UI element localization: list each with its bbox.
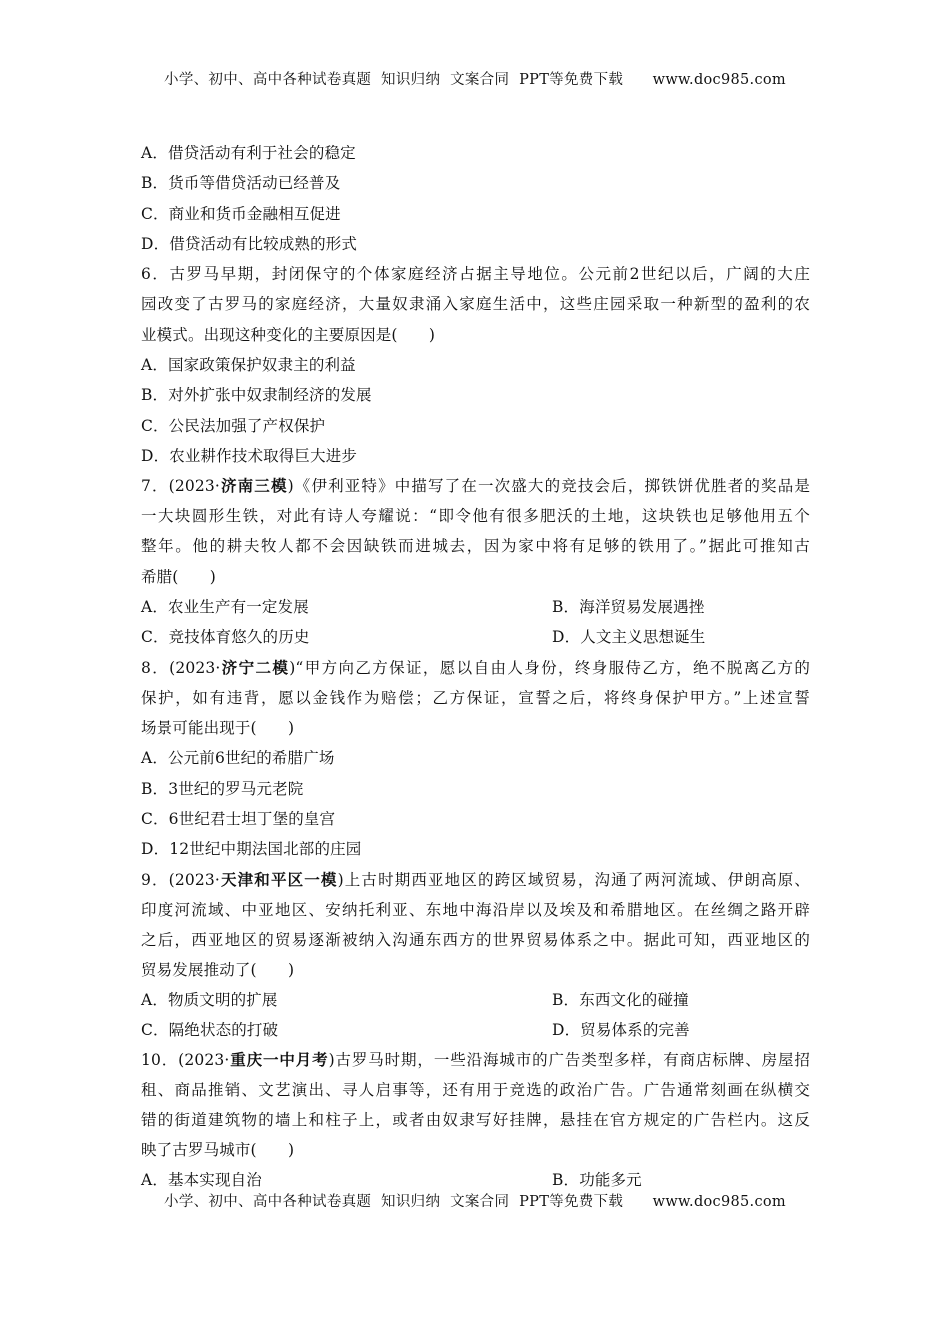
- q8-option-c: C．6世纪君士坦丁堡的皇宫: [141, 810, 336, 828]
- q7-source: 济南三模: [220, 476, 288, 495]
- q9-option-b: B．东西文化的碰撞: [552, 991, 689, 1009]
- q6-option-c: C．公民法加强了产权保护: [141, 417, 326, 435]
- q9-stem-line-3: 之后，西亚地区的贸易逐渐被纳入沟通东西方的世界贸易体系之中。据此可知，西亚地区的: [141, 931, 810, 949]
- q6-option-b: B．对外扩张中奴隶制经济的发展: [141, 386, 372, 404]
- q8-number: 8．(2023·: [141, 659, 221, 677]
- q10-stem-text: )古罗马时期，一些沿海城市的广告类型多样，有商店标牌、房屋招: [328, 1051, 811, 1069]
- q7-options-row-1: [141, 597, 705, 617]
- q7-option-a: A．农业生产有一定发展: [141, 598, 309, 616]
- q7-option-b: B．海洋贸易发展遇挫: [552, 598, 705, 616]
- q10-option-a: A．基本实现自治: [141, 1171, 262, 1189]
- q7-options-row-2: [141, 627, 706, 647]
- q8-stem-text: )“甲方向乙方保证，愿以自由人身份，终身服侍乙方，绝不脱离乙方的: [289, 659, 811, 677]
- q5-option-a: A．借贷活动有利于社会的稳定: [141, 144, 356, 162]
- q9-options-row-1: [141, 990, 689, 1010]
- q6-stem-line-3: 业模式。出现这种变化的主要原因是( ): [141, 326, 436, 344]
- q8-stem-line-2: 保护，如有违背，愿以金钱作为赔偿；乙方保证，宣誓之后，将终身保护甲方。”上述宣誓: [141, 689, 810, 707]
- q8-option-d: D．12世纪中期法国北部的庄园: [141, 840, 362, 858]
- q7-stem-line-1: [141, 476, 810, 496]
- q9-stem-line-4: 贸易发展推动了( ): [141, 961, 295, 979]
- q8-option-a: A．公元前6世纪的希腊广场: [141, 749, 335, 767]
- q6-option-a: A．国家政策保护奴隶主的利益: [141, 356, 356, 374]
- q6-stem-line-1: 6．古罗马早期，封闭保守的个体家庭经济占据主导地位。公元前2世纪以后，广阔的大庄: [141, 265, 810, 283]
- q9-option-d: D．贸易体系的完善: [552, 1021, 690, 1039]
- q8-stem-line-1: [141, 658, 810, 678]
- q10-stem-line-1: [141, 1050, 810, 1070]
- q7-stem-text: )《伊利亚特》中描写了在一次盛大的竞技会后，掷铁饼优胜者的奖品是: [287, 477, 810, 495]
- q10-option-b: B．功能多元: [552, 1171, 642, 1189]
- q10-number: 10．(2023·: [141, 1051, 230, 1069]
- q10-stem-line-3: 错的街道建筑物的墙上和柱子上，或者由奴隶写好挂牌，悬挂在官方规定的广告栏内。这反: [141, 1111, 810, 1129]
- q5-option-d: D．借贷活动有比较成熟的形式: [141, 235, 358, 253]
- q7-stem-line-2: 一大块圆形生铁，对此有诗人夸耀说：“即令他有很多肥沃的土地，这块铁也足够他用五个: [141, 507, 810, 525]
- q8-source: 济宁二模: [220, 658, 290, 677]
- q10-source: 重庆一中月考: [229, 1050, 329, 1069]
- q7-stem-line-3: 整年。他的耕夫牧人都不会因缺铁而进城去，因为家中将有足够的铁用了。”据此可推知古: [141, 537, 810, 555]
- q9-option-c: C．隔绝状态的打破: [141, 1021, 279, 1039]
- q9-stem-text: )上古时期西亚地区的跨区域贸易，沟通了两河流域、伊朗高原、: [337, 871, 810, 889]
- q9-option-a: A．物质文明的扩展: [141, 991, 278, 1009]
- q5-option-c: C．商业和货币金融相互促进: [141, 205, 341, 223]
- q6-option-d: D．农业耕作技术取得巨大进步: [141, 447, 358, 465]
- q10-stem-line-4: 映了古罗马城市( ): [141, 1141, 295, 1159]
- page-footer: 小学、初中、高中各种试卷真题 知识归纳 文案合同 PPT等免费下载 www.doc985.com: [164, 1194, 786, 1210]
- q8-stem-line-3: 场景可能出现于( ): [141, 719, 295, 737]
- q7-option-c: C．竞技体育悠久的历史: [141, 628, 310, 646]
- q7-option-d: D．人文主义思想诞生: [552, 628, 706, 646]
- q9-stem-line-2: 印度河流域、中亚地区、安纳托利亚、东地中海沿岸以及埃及和希腊地区。在丝绸之路开辟: [141, 901, 810, 919]
- q10-stem-line-2: 租、商品推销、文艺演出、寻人启事等，还有用于竞选的政治广告。广告通常刻画在纵横交: [141, 1081, 810, 1099]
- q9-source: 天津和平区一模: [220, 870, 338, 889]
- q9-number: 9．(2023·: [141, 871, 220, 889]
- q5-option-b: B．货币等借贷活动已经普及: [141, 174, 341, 192]
- page-header: 小学、初中、高中各种试卷真题 知识归纳 文案合同 PPT等免费下载 www.doc985.com: [164, 72, 786, 88]
- q8-option-b: B．3世纪的罗马元老院: [141, 780, 304, 798]
- q6-stem-line-2: 园改变了古罗马的家庭经济，大量奴隶涌入家庭生活中，这些庄园采取一种新型的盈利的农: [141, 295, 810, 313]
- q9-stem-line-1: [141, 870, 810, 890]
- q7-number: 7．(2023·: [141, 477, 220, 495]
- q7-stem-line-4: 希腊( ): [141, 568, 216, 586]
- q9-options-row-2: [141, 1020, 690, 1040]
- q10-options-row-1: [141, 1170, 642, 1190]
